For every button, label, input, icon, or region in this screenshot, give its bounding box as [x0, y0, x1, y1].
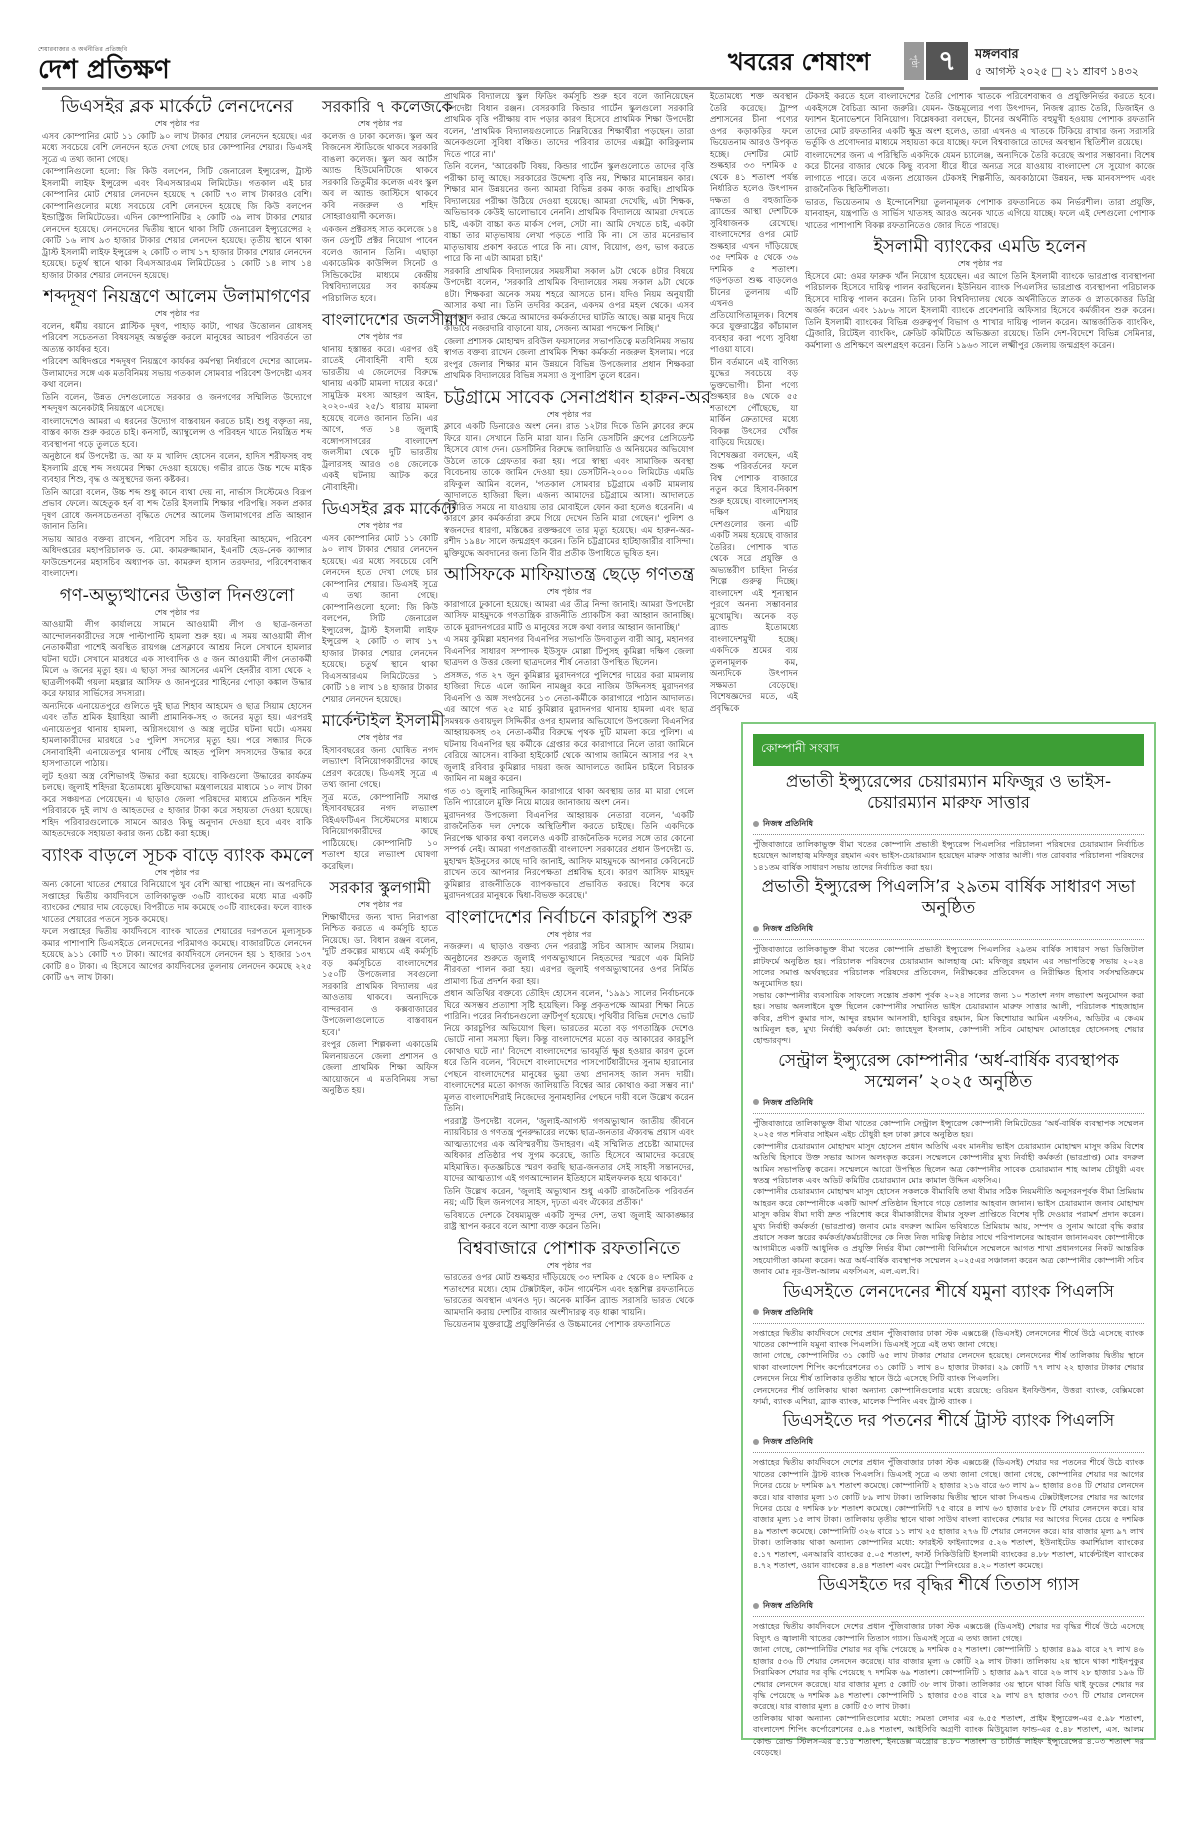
column-5 — [805, 92, 1155, 712]
continued-label: শেষ পৃষ্ঠার পর — [357, 900, 403, 909]
article-headline[interactable]: ইসলামী ব্যাংকের এমডি হলেন — [873, 236, 1087, 257]
byline-text: নিজস্ব প্রতিনিধি — [763, 924, 813, 934]
column-4 — [710, 92, 798, 712]
bullet-icon — [753, 1603, 759, 1609]
article — [444, 386, 711, 561]
article-paragraph: ভিয়েতনাম যুক্তরাষ্ট্রে প্রযুক্তিনির্ভর ও উচ্চমানের পোশাক রফতানিতে — [444, 1320, 671, 1330]
article-paragraph: হিসাববছরের জন্য ঘোষিত নগদ লভ্যাংশ বিনিয়োগকারীদের কাছে প্রেরণ করেছে। ডিএসই সূত্রে এ তথ্য জানা গেছে। — [322, 745, 438, 790]
company-news-paragraph: জানা গেছে, কোম্পানিটির ৩১ কোটি ৬৫ লাখ টাকার শেয়ার লেনদেন হয়েছে। লেনদেনের শীর্ষ তালিকায় দ্বিতীয় স্থানে থাকা বাংলাদেশ শিপিং কর্পোরেশনের ৩১ কোটি ১ লাখ ৪০ হাজার টাকার। ২৯ কোটি ৭৭ লাখ ২২ হাজার টাকার শেয়ার লেনদেন নিয়ে শীর্ষ তালিকার তৃতীয় স্থানে উঠে এসেছে সিটি ব্যাংক পিএলসি। — [753, 1350, 1144, 1384]
continued-label: শেষ পৃষ্ঠার পর — [357, 119, 403, 128]
company-news-paragraph: সভায় কোম্পানীর ব্যবসায়িক সাফল্যে সন্তোষ প্রকাশ পূর্বক ২০২৪ সালের জন্য ১০ শতাংশ নগদ লভ্যাংশ অনুমোদন করা হয়। সভায় অনলাইনে যুক্ত ছিলেন কোম্পানীর সম্মানিত ভাইস চেয়ারম্যান মারুফ সাত্তার আলী, পরিচালক শাহজাহান কবির, প্রদীপ কুমার দাস, আব্দুর রহমান আনসারী, হাবিবুর রহমান, মিস কিশোয়ার আমিন এফসিএ, অডিটর এ কেএম আমিনুল হক, মুখ্য নির্বাহী কর্মকর্তা মো: জাহেদুল ইসলাম, কোম্পানী সচিব মোহাম্মদ মোতাহের হোসেনসহ শেয়ার হোল্ডারবৃন্দ। — [753, 989, 1144, 1046]
article — [805, 92, 1155, 232]
article — [444, 1238, 694, 1332]
article — [444, 92, 694, 383]
article-headline[interactable]: ব্যাংক বাড়লে সূচক বাড়ে ব্যাংক কমলে — [42, 844, 314, 866]
continued-label: শেষ পৃষ্ঠার পর — [546, 929, 592, 939]
article — [710, 92, 798, 715]
company-news-paragraph: পুঁজিবাজারে তালিকাভুক্ত বীমা খতের কোম্পানি প্রভাতী ইন্স্যুরেন্স পিএলসির পরিচালনা পরিষদের চেয়ারম্যান নির্বাচিত হয়েছেন আলহাজ্ব মফিজুর রহমান এবং ভাইস-চেয়ারম্যান হয়েছেন মারুফ সাত্তার আলী। গত রোববার পরিচালনা পরিষদের ১৪১তম বার্ষিক সাধারণ সভায় তাদের নির্বাচিত করা হয়। — [753, 839, 1144, 872]
article — [42, 96, 312, 282]
article-paragraph: লুট হওয়া অস্ত্র বেশিভাগই উদ্ধার করা হয়েছে। বাকিগুলো উদ্ধারের কার্যক্রম চলছে। জুলাই শহিদরা ইতোমধ্যে মুক্তিযোদ্ধা মন্ত্রণালয়ের মাধ্যমে ১০ লাখ টাকা করে সঞ্চয়পত্র পেয়েছেন। এ ছাড়াও জেলা পরিষদের মাধ্যমে প্রতিজন শহিদ পরিবারকে দুই লাখ ও আহতদের ৫ হাজার টাকা করে সহায়তা দেওয়া হয়েছে। শহিদ পরিবারগুলোকে সামনে আরও কিছু অনুদান দেওয়া হবে এবং বাকি আহতদেরকে সহায়তা করার জন্য চেষ্টা করা হচ্ছে। — [42, 771, 312, 839]
continued-label: শেষ পৃষ্ঠার পর — [546, 409, 592, 419]
article-paragraph: হিসেবে মো: ওমর ফারুক খাঁন নিয়োগ হয়েছেন। এর আগে তিনি ইসলামী ব্যাংকে ভারপ্রাপ্ত ব্যবস্থাপনা পরিচালক হিসেবে দায়িত্ব পালন করছিলেন। ইউনিয়ন ব্যাংক পিএলসির ভারপ্রাপ্ত ব্যবস্থাপনা পরিচালক হিসেবে দায়িত্ব পালন করেন। তিনি ঢাকা বিশ্ববিদ্যালয় থেকে অর্থনীতিতে স্নাতক ও স্নাতকোত্তর ডিগ্রি অর্জন করেন এবং ১৯৮৬ সালে ইসলামী ব্যাংকে প্রবেশনারি অফিসার হিসেবে কর্মজীবন শুরু করেন। তিনি ইসলামী ব্যাংকের বিভিন্ন গুরুত্বপূর্ণ বিভাগ ও শাখার দায়িত্ব পালন করেন। আন্তর্জাতিক ব্যাংকিং, ট্রেজারি, রিটেইল ব্যাংকিং, ক্রেডিট কমিটিতে অভিজ্ঞতা রয়েছে। তিনি দেশ-বিদেশে বিভিন্ন সেমিনার, কর্মশালা ও প্রশিক্ষণে অংশগ্রহণ করেন। তিনি ১৯৬৩ সালে লক্ষ্মীপুর জেলায় জন্মগ্রহণ করেন। — [805, 271, 1155, 351]
dotted-divider — [753, 1323, 1144, 1324]
company-news-headline[interactable]: সেন্ট্রাল ইন্স্যুরেন্স কোম্পানীর ‘অর্ধ-বার্ষিক ব্যবস্থাপক সম্মেলন’ ২০২৫ অনুষ্ঠিত — [778, 1050, 1119, 1092]
article-paragraph: মুরাদনগর উপজেলা বিএনপির আহ্বায়ক নেতারা বলেন, 'একটি রাজনৈতিক দল দেশকে অস্থিতিশীল করতে চাইছে। তিনি একদিকে নিরপেক্ষ থাকার কথা বললেও একটি রাজনৈতিক দলের সঙ্গে তার কোনো সম্পর্ক নেই। আমরা গণপ্রজাতন্ত্রী বাংলাদেশ সরকারের প্রধান উপদেষ্টা ড. মুহাম্মদ ইউনুসের কাছে দাবি জানাই, আসিফ মাহমুদকে আপনার কেবিনেটে রাখেন তবে আপনার নিরপেক্ষতা প্রশ্নবিদ্ধ হবে। কারণ আসিফ মাহমুদ কুমিল্লার রাজনীতিকে ব্যাপকভাবে প্রভাবিত করছে। বিশেষ করে মুরাদনগরের মানুষকে দ্বিধা-বিভক্ত করেছে।' — [444, 810, 694, 901]
article-paragraph: সভায় আরও বক্তব্য রাখেন, পরিবেশ সচিব ড. ফারহিনা আহমেদ, পরিবেশ অধিদপ্তরের মহাপরিচালক ড. মো. কামরুজ্জামান, ইএনটি হেড-নেক ক্যান্সার ফাউন্ডেশনের মহাসচিব অধ্যাপক ডা. কামরুল হাসান তরফদার, পরিবেশবান্ধব বাংলাদেশ। — [42, 534, 312, 579]
article-paragraph: জেলা প্রশাসক মোহাম্মদ রবিউল ফয়সালের সভাপতিত্বে মতবিনিময় সভায় স্বাগত বক্তব্য রাখেন জেলা প্রাথমিক শিক্ষা কর্মকর্তা নজরুল ইসলাম। পরে রংপুর জেলার শিক্ষার মান উন্নয়নে বিভিন্ন উপজেলার প্রধান শিক্ষকরা প্রাথমিক বিদ্যালয়ের বিভিন্ন সমস্যা ও সুপারিশ তুলে ধরেন। — [444, 336, 694, 381]
article-paragraph: রংপুর জেলা শিল্পকলা একাডেমি মিলনায়তনে জেলা প্রশাসন ও জেলা প্রাথমিক শিক্ষা অফিস আয়োজনে এ মতবিনিময় সভা অনুষ্ঠিত হয়। — [322, 1040, 438, 1096]
company-news-headline[interactable]: ডিএসইতে লেনদেনের শীর্ষে যমুনা ব্যাংক পিএলসি — [783, 1281, 1114, 1302]
article-paragraph: তিনি আরো বলেন, উচ্চ শব্দ শুধু কানে ব্যথা দেয় না, নার্ভাস সিস্টেমেও বিরূপ প্রভাব ফেলে। অহেতুক হর্ন বা শব্দ তৈরি ইসলামি শিক্ষার পরিপন্থি। সকল প্রকার দূষণ রোধে জনসচেতনতা বৃদ্ধিতে দেশের আলেম উলামাগণের প্রতি আহ্বান জানান তিনি। — [42, 487, 312, 532]
article-headline[interactable]: বিশ্ববাজারে পোশাক রফতানিতে — [457, 1237, 681, 1259]
article-paragraph: ভবিষ্যতে দেশকে বৈষম্যমুক্ত একটি সুন্দর দেশ, তথা জুলাই আকাঙ্ক্ষার রাষ্ট্র স্থাপন করবে বলে আশা ব্যক্ত করেন তিনি। — [444, 1210, 694, 1232]
article-headline[interactable]: ডিএসইর ব্লক মার্কেটে লেনদেনের — [60, 96, 294, 117]
company-news-paragraph: পুঁজিবাজারে তালিকাভুক্ত বীমা খতের কোম্পানি প্রভাতী ইন্স্যুরেন্স পিএলসির ২৯তম বার্ষিক সাধারণ সভা ডিজিটাল প্লাটফর্মে অনুষ্ঠিত হয়। পরিচালক পরিষদের চেয়ারম্যান আলহাজ্ব মো: মফিজুর রহমান এর সভাপতিত্বে সভায় ২০২৪ সালের সমাপ্ত অর্থবছরের পরিচালক পরিষদের প্রতিবেদন, নিরীক্ষকের প্রতিবেদন ও নিরীক্ষিত হিসাব সর্বসম্মতিক্রমে অনুমোদিত হয়। — [753, 944, 1144, 989]
article-paragraph: অনুষ্ঠানে ধর্ম উপদেষ্টা ড. আ ফ ম খালিদ হোসেন বলেন, হাদিস শরীফসহ বহু ইসলামি গ্রন্থে শব্দ সংযমের শিক্ষা দেওয়া হয়েছে। গভীর রাতে উচ্চ শব্দে মাইক ব্যবহার শিশু, বৃদ্ধ ও অসুস্থদের জন্য কষ্টকর। — [42, 452, 312, 485]
article-paragraph: ক্লাবে একটি ডিনারেও অংশ নেন। রাত ১২টার দিকে তিনি ক্লাবের রুমে ফিরে যান। সেখানে তিনি মারা যান। তিনি ডেসটিনি গ্রুপের প্রেসিডেন্ট হিসেবে যোগ দেন। ডেসটিনির বিরুদ্ধে জালিয়াতি ও অনিয়মের অভিযোগ উঠলে তাকে গ্রেফতার করা হয়। পরে স্বাস্থ্য এবং সামাজিক অবস্থা বিবেচনায় তাকে জামিন দেওয়া হয়। ডেসটিনি-২০০০ লিমিটেড এমডি রফিকুল আমিন বলেন, 'গতকাল সোমবার চট্টগ্রামে একটি মামলায় আদালতে হাজিরা ছিল। এজন্য আমাদের চট্টগ্রামে আসা। আদালতে নির্ধারিত সময়ে না যাওয়ায় তার মোবাইলে ফোন করা হলেও ধরেননি। এ কারণে ক্লাব কর্মকর্তারা রুমে গিয়ে দেখেন তিনি মারা গেছেন।' পুলিশ ও স্বজনদের ধারণা, মস্তিষ্কের রক্তক্ষরণে তার মৃত্যু হয়েছে। এম হারুন-অর-রশীদ ১৯৪৮ সালে জন্মগ্রহণ করেন। তিনি চট্টগ্রামের হাটহাজারীর বাসিন্দা। মুক্তিযুদ্ধে অবদানের জন্য তিনি বীর প্রতীক উপাধিতে ভূষিত হন। — [444, 422, 694, 559]
article — [42, 845, 312, 985]
byline-text: নিজস্ব প্রতিনিধি — [763, 1307, 813, 1317]
company-news-paragraph: কোম্পানীর চেয়ারম্যান মোহাম্মদ মাসুদ হোসেন প্রধান অতিথি এবং মাননীয় ভাইস চেয়ারম্যান মোহাম্মদ মাসুদ করিম বিশেষ অতিথি হিসাবে উক্ত সভার আসন অলংকৃত করেন। সম্মেলনে কোম্পানীর মুখ্য নির্বাহী কর্মকর্তা (ভারপ্রাপ্ত) মোঃ বদরুল আমিন সভাপতিত্ব করেন। সম্মেলনে আরো উপস্থিত ছিলেন অত্র কোম্পানীর সাবেক চেয়ারম্যান শাহ আলম চৌধুরী এবং স্বতন্ত্র পরিচালক এবং অডিট কমিটির চেয়ারম্যান মোঃ কামাল উদ্দিন এফসিএ। — [753, 1140, 1144, 1185]
byline — [753, 1436, 1144, 1449]
article-paragraph: টেকসই করতে হলে বাংলাদেশের তৈরি পোশাক খাতকে পরিবেশবান্ধব ও প্রযুক্তিনির্ভর করতে হবে। একইসঙ্গে বৈচিত্র্য আনা জরুরি। যেমন- উচ্চমূল্যের পণ্য উৎপাদন, নিজস্ব ব্র্যান্ড তৈরি, ডিজাইন ও ফ্যাশন ইনোভেশনে বিনিয়োগ। বিশ্লেষকরা বলছেন, চীনের অর্থনীতি বহুমুখী হওয়ায় পোশাক রফতানি তাদের মোট রফতানির একটি ক্ষুদ্র অংশ হলেও, তারা এখনও এ খাতকে টিকিয়ে রাখার জন্য সরাসরি ভর্তুকি ও প্রণোদনার মাধ্যমে সহায়তা করে যাচ্ছে। ফলে বিশ্ববাজারে তাদের অবস্থান স্থিতিশীল রয়েছে। — [805, 92, 1155, 148]
article-paragraph: ভারতের ওপর মোট শুল্কহার দাঁড়িয়েছে ৩৩ দশমিক ৫ থেকে ৪০ দশমিক ৫ শতাংশের মধ্যে। হোম টেক্সটাইল, কটন গার্মেন্টস এবং হস্তশিল্প রফতানিতে ভারতের অবস্থান এখনও দৃঢ়। অনেক মার্কিন ব্র্যান্ড সরাসরি ভারত থেকে আমদানি করায় দেশটির বাজার অংশীদারত্ব বড় ধাক্কা খায়নি। — [444, 1273, 694, 1318]
article-headline[interactable]: সরকার স্কুলগামী — [329, 878, 431, 897]
column-2 — [322, 92, 468, 1832]
bullet-icon — [753, 1099, 759, 1105]
article — [805, 236, 1155, 352]
newspaper-logo[interactable]: দেশ প্রতিক্ষণ — [38, 55, 170, 85]
article-paragraph: পররাষ্ট্র উপদেষ্টা বলেন, 'জুলাই-আগস্ট গণঅভ্যুত্থান জাতীয় জীবনে ন্যায়বিচার ও গণতন্ত্র পুনরুদ্ধারের লক্ষ্যে ছাত্র-জনতার ঐক্যবদ্ধ প্রয়াস এবং আত্মত্যাগের এক অবিস্মরণীয় উদাহরণ। এই সম্মিলিত প্রচেষ্টা আমাদের অধিকার প্রতিষ্ঠার পথ সুগম করেছে, জাতি হিসেবে আমাদের করেছে মহিমান্বিত। কৃতজ্ঞচিত্তে স্মরণ করছি ছাত্র-জনতার সেই সাহসী সন্তানদের, যাদের আত্মত্যাগ এই গণআন্দোলন ইতিহাসে মাইলফলক হয়ে থাকবে।' — [444, 1116, 694, 1184]
article-paragraph: তিনি বলেন, উন্নত দেশগুলোতে সরকার ও জনগণের সম্মিলিত উদ্যোগে শব্দদূষণ অনেকটাই নিয়ন্ত্রণে এসেছে। — [42, 392, 312, 414]
company-news-paragraph: সপ্তাহের দ্বিতীয় কার্যদিবসে দেশের প্রধান পুঁজিবাজার ঢাকা স্টক এক্সচেঞ্জ (ডিএসই) লেনদেনের শীর্ষে উঠে এসেছে ব্যাংক খাতের কোম্পানি যমুনা ব্যাংক পিএলসি। ডিএসই সূত্রে এই তথ্য জানা গেছে। — [753, 1327, 1144, 1349]
continued-label: শেষ পৃষ্ঠার পর — [154, 119, 200, 128]
article-paragraph: তিনি উল্লেখ করেন, 'জুলাই অভ্যুত্থান শুধু একটি রাজনৈতিক পরিবর্তন নয়; এটি ছিল জনগণের সাহস, দৃঢ়তা এবং ঐক্যের প্রতীক।' — [444, 1186, 694, 1208]
article-headline[interactable]: মার্কেন্টাইল ইসলামী — [322, 711, 445, 730]
company-news-list — [753, 772, 1144, 1758]
article-headline[interactable]: বাংলাদেশের নির্বাচনে কারচুপি শুরু — [445, 906, 693, 928]
article-paragraph: এসব কোম্পানির মোট ১১ কোটি ৯০ লাখ টাকার শেয়ার লেনদেন হয়েছে। এর মধ্যে সবচেয়ে বেশি লেনদেন হতে দেখা গেছে চার কোম্পানির শেয়ার। ডিএসই সূত্রে এ তথ্য জানা গেছে। — [42, 131, 312, 165]
company-news-box — [741, 722, 1156, 1757]
company-news-paragraph: সপ্তাহের দ্বিতীয় কার্যদিবসে দেশের প্রধান পুঁজিবাজার ঢাকা স্টক এক্সচেঞ্জ (ডিএসই) শেয়ার দর পতনের শীর্ষে উঠে ব্যাংক খাতের কোম্পানি ট্রাস্ট ব্যাংক পিএলসি। ডিএসই সূত্রে এ তথ্য জানা গেছে। জানা গেছে, কোম্পানির শেয়ার দর আগের দিনের চেয়ে ৮ দশমিক ৯৭ শতাংশ কমেছে। কোম্পানিটি ২ হাজার ২১৬ বারে ৬৩ লাখ ৯০ হাজার ৪৩৪ টি শেয়ার লেনদেন করে। যার বাজার মূল্য ১৩ কোটি ৮৯ লাখ টাকা। তালিকায় দ্বিতীয় স্থানে থাকা সিএন্ডএ টেক্সটাইলসের শেয়ার দর আগের দিনের চেয়ে ৫ দশমিক ৮৮ শতাংশ কমেছে। কোম্পানিটি ৭৫ বারে ৪ লাখ ৬৩ হাজার ৮৫৮ টি শেয়ার লেনদেন করে। যার বাজার মূল্য ১৫ লাখ টাকা। তালিকায় তৃতীয় স্থানে থাকা সাউথ বাংলা ব্যাংকের শেয়ার দর আগের দিনের চেয়ে ৫ দশমিক ৪৯ শতাংশ কমেছে। কোম্পানিটি ৩২৬ বারে ১১ লাখ ২৫ হাজার ২৭৬ টি শেয়ার লেনদেন করে। যার বাজার মূল্য ৯৭ লাখ টাকা। তালিকায় থাকা অন্যান্য কোম্পানির মধ্যে: ফারইস্ট ফাইন্যান্সের ৫.২৬ শতাংশ, ইউনাইটেড কমার্শিয়াল ব্যাংকের ৫.১৭ শতাংশ, এনআরবি ব্যাংকের ৫.০৫ শতাংশ, ফার্স্ট সিকিউরিটি ইসলামী ব্যাংকের ৪.৮৮ শতাংশ, মার্কেন্টাইল ব্যাংকের ৪.৭২ শতাংশ, ওয়ান ব্যাংকের ৪.৪৪ শতাংশ এবং মেট্রো স্পিনিংয়ের ৪.২০ শতাংশ কমেছে। — [753, 1457, 1144, 1571]
continued-label: শেষ পৃষ্ঠার পর — [957, 259, 1003, 268]
header-rule — [42, 87, 904, 90]
article-paragraph: গত ৩১ জুলাই নাজিমুদ্দিন কারাগারে থাকা অবস্থায় তার মা মারা গেলে তিনি প্যারোলে মুক্তি নিয়ে মায়ের জানাজায় অংশ নেন। — [444, 786, 694, 808]
article-paragraph: আওয়ামী লীগ কার্যালয়ে সামনে আওয়ামী লীগ ও ছাত্র-জনতা আন্দোলনকারীদের সঙ্গে পাল্টাপাল্টি হামলা শুরু হয়। এ সময় আওয়ামী লীগ নেতাকর্মীরা পাশেই অবস্থিত রায়গঞ্জ প্রেসক্লাবে আশ্রয় নিলে সেখানে হামলার ঘটনা ঘটে। সেখানে মারধরে এক সাংবাদিক ও ৫ জন আওয়ামী লীগ নেতাকর্মী মিলে ৬ জনের মৃত্যু হয়। এ ছাড়া সদর আসনের এমপি হেনরীর বাসা থেকে ২ ছাত্রলীগকর্মী গয়লা মহল্লার আসিফ ও জানপুরের শাহিনের পোড়া কঙ্কাল উদ্ধার করে ফায়ার সার্ভিসের সদস্যরা। — [42, 620, 312, 699]
continued-label: শেষ পৃষ্ঠার পর — [357, 733, 403, 742]
bullet-icon — [753, 821, 759, 827]
bullet-icon — [753, 926, 759, 932]
column-1 — [42, 92, 312, 1832]
article-headline[interactable]: শব্দদূষণ নিয়ন্ত্রণে আলেম উলামাগণের — [43, 286, 311, 307]
dotted-divider — [753, 1452, 1144, 1453]
company-news-headline[interactable]: প্রভাতী ইন্স্যুরেন্সের চেয়ারম্যান মফিজুর ও ভাইস-চেয়ারম্যান মারুফ সাত্তার — [785, 772, 1112, 813]
article-paragraph: ইতোমধ্যে শক্ত অবস্থান তৈরি করেছে। ট্রাম্প প্রশাসনের চীনা পণ্যের ওপর কড়াকড়ির ফলে ভিয়েতনাম আরও উপকৃত হচ্ছে। দেশটির মোট শুল্কহার ৩৩ দশমিক ৫ থেকে ৪১ শতাংশ পর্যন্ত নির্ধারিত হলেও উৎপাদন দক্ষতা ও বহুজাতিক ব্র্যান্ডের আস্থা দেশটিকে সুবিধাজনক রেখেছে। বাংলাদেশের ওপর মোট শুল্কহার এখন দাঁড়িয়েছে ৩৫ দশমিক ৫ থেকে ৩৬ দশমিক ৫ শতাংশ। গড়পড়তা শুল্ক বাড়লেও চীনের তুলনায় এটি এখনও প্রতিযোগিতামূলক। বিশেষ করে যুক্তরাষ্ট্রের কাঁচামাল ব্যবহার করা পণ্যে সুবিধা পাওয়া যাবে। — [710, 92, 798, 355]
bullet-icon — [753, 1439, 759, 1445]
date-line: ৫ আগস্ট ২০২৫ □ ২১ শ্রাবণ ১৪৩২ — [975, 65, 1139, 78]
continued-label: শেষ পৃষ্ঠার পর — [546, 587, 592, 596]
article-headline[interactable]: গণ-অভ্যুত্থানের উত্তাল দিনগুলো — [59, 584, 295, 606]
dotted-divider — [753, 939, 1144, 940]
continued-label: শেষ পৃষ্ঠার পর — [154, 309, 200, 318]
page-label: পৃষ্ঠা — [904, 42, 924, 80]
continued-label: শেষ পৃষ্ঠার পর — [546, 1260, 592, 1270]
article-paragraph: অন্যদিকে এনায়েতপুরে গুলিতে দুই ছাত্র শিহাব আহমেদ ও ছাত্র সিয়াম হোসেন এবং তাঁত শ্রমিক ইয়াহিয়া আলী প্রামানিক-সহ ৩ জনের মৃত্যু হয়। এরপরই এনায়েতপুর থানায় হামলা, অগ্নিসংযোগ ও অস্ত্র লুটের ঘটনা ঘটে। এসময় হামলাকারীদের মারধরে ১৫ পুলিশ সদস্যের মৃত্যু হয়। পরে সন্ধ্যার দিকে সেনাবাহিনী এনায়েতপুর থানায় পৌঁছে আহত পুলিশ সদস্যদের উদ্ধার করে হাসপাতালে পাঠায়। — [42, 701, 312, 769]
article-paragraph: কারাগারে ঢুকানো হয়েছে। আমরা এর তীব্র নিন্দা জানাই। আমরা উপদেষ্টা আসিফ মাহমুদকে গণতান্ত্রিক রাজনীতি প্র্যাকটিস করা আহ্বান জানাচ্ছি। তাকে মুরাদনগরের মাটি ও মানুষের সঙ্গে কথা বলার আহ্বান জানাচ্ছি।' — [444, 599, 694, 633]
continued-label: শেষ পৃষ্ঠার পর — [357, 521, 403, 530]
article-paragraph: প্রাথমিক বিদ্যালয়ে স্কুল ফিডিং কর্মসূচি শুরু হবে বলে জানিয়েছেন উপদেষ্টা বিধান রঞ্জন। বেসরকারি কিন্ডার গার্টেন স্কুলগুলো সরকারি প্রাথমিক বৃত্তি পরীক্ষায় বাদ পড়ার কারণ হিসেবে প্রাথমিক শিক্ষা উপদেষ্টা বলেন, 'প্রাথমিক বিদ্যালয়গুলোতে নিম্নবিত্তের শিক্ষার্থীরা পড়ছেন। তারা অনেকগুলো সুবিধা বঞ্চিত। তাদের পরিবার তাদের এক্সট্রা কারিকুলাম দিতে পারে না।' — [444, 92, 694, 160]
company-news-paragraph: জানা গেছে, কোম্পানিটির শেয়ার দর বৃদ্ধি পেয়েছে ৯ দশমিক ৫২ শতাংশ। কোম্পানিটি ১ হাজার ৪৯৯ বারে ২৭ লাখ ৪৬ হাজার ৫৩৬ টি শেয়ার লেনদেন করেছে। যার বাজার মূল্য ৬ কোটি ২৯ লাখ টাকা। তালিকায় ২য় স্থানে থাকা শাইনপুকুর সিরামিকস শেয়ার দর বৃদ্ধি পেয়েছে ৭ দশমিক ৬৯ শতাংশ। কোম্পানিটি ১ হাজার ৯৯৭ বারে ২৬ লাখ ২৮ হাজার ১৯৬ টি শেয়ার লেনদেন করেছে। যার বাজার মূল্য ৫ কোটি ৩৮ লাখ টাকা। তালিকার ৩য় স্থানে থাকা বিডি থাই ফুডের শেয়ার দর বৃদ্ধি পেয়েছে ৬ দশমিক ৯৪ শতাংশ। কোম্পানিটি ১ হাজার ৫৩৪ বারে ২৯ লাখ ৪৭ হাজার ৩৩৭ টি শেয়ার লেনদেন করেছে। যার বাজার মূল্য ৪ কোটি ৫৩ লাখ টাকা। — [753, 1644, 1144, 1712]
byline — [753, 1307, 1144, 1320]
section-title: খবরের শেষাংশ — [728, 47, 871, 76]
byline — [753, 923, 1144, 936]
article-paragraph: সরকারি প্রাথমিক বিদ্যালয়ের সময়সীমা সকাল ৯টা থেকে ৪টার বিষয়ে উপদেষ্টা বলেন, 'সরকারি প্রাথমিক বিদ্যালয়ের সময় সকাল ৯টা থেকে ৪টা। শিক্ষকরা অনেক সময় শহরে আসতে চান। যদিও নিয়ম অনুযায়ী আসার কথা না। তিনি তদবির করেন, একদম ওপর মহল থেকে। এসব দেখভাল করার ক্ষেত্রে আমাদের কর্মকর্তাদের ঘাটতি আছে। অল্প মানুষ দিয়ে কীভাবে নজরদারি বাড়ানো যায়, সেজন্য আমরা পদক্ষেপ নিচ্ছি।' — [444, 266, 694, 334]
article — [322, 96, 453, 305]
article-headline[interactable]: আসিফকে মাফিয়াতন্ত্র ছেড়ে গণতন্ত্র — [444, 564, 695, 585]
article-paragraph: কলেজ ও ঢাকা কলেজ। স্কুল অব বিজনেস স্টাডিজে থাকবে সরকারি বাঙলা কলেজ। স্কুল অব আর্টস অ্যান্ড হিউমেনিটিজে থাকবে সরকারি তিতুমীর কলেজ এবং স্কুল অব ল অ্যান্ড জাস্টিসে থাকবে কবি নজরুল ও শহিদ সোহরাওয়ার্দী কলেজ। — [322, 131, 439, 222]
article-paragraph: বাংলাদেশেও আমরা এ ধরনের উদ্যোগ বাস্তবায়ন করতে চাই। শুধু বক্তৃতা নয়, বাস্তব কাজ শুরু করতে চাই। কনসার্ট, অ্যাম্বুলেন্স ও পরিবহন খাতে নিয়ন্ত্রিত শব্দ ব্যবস্থাপনা গড়ে তুলতে হবে। — [42, 416, 312, 450]
company-news-paragraph: সপ্তাহের দ্বিতীয় কার্যদিবসে দেশের প্রধান পুঁজিবাজার ঢাকা স্টক এক্সচেঞ্জ (ডিএসই) শেয়ার দর বৃদ্ধির শীর্ষে উঠে এসেছে বিদ্যুৎ ও জ্বালানী খাতের কোম্পানি তিতাস গ্যাস। ডিএসই সূত্রে এ তথ্য জানা গেছে। — [753, 1621, 1144, 1643]
article-paragraph: ফলে সপ্তাহের দ্বিতীয় কার্যদিবসে ব্যাংক খাতের শেয়ারের দরপতনে মূল্যসূচক কমার পাশাপাশি ডিএসইতে লেনদেনের পরিমাণও কমেছে। বাজারটিতে লেনদেন হয়েছে ৯১১ কোটি ৭৩ টাকা। আগের কার্যদিবসে লেনদেন হয় ১ হাজার ১৩৭ কোটি ৪০ টাকা। এ হিসেবে আগের কার্যদিবসের তুলনায় লেনদেন কমেছে ২২৫ কোটি ৬৭ লাখ টাকা। — [42, 927, 312, 983]
article-paragraph: একজন প্রক্টরসহ সাত কলেজে ১৪ জন ডেপুটি প্রক্টর নিয়োগ পাবেন বলেও জানান তিনি। এছাড়া একাডেমিক কাউন্সিল সিনেট ও সিন্ডিকেটের মাধ্যমে কেন্দ্রীয় বিশ্ববিদ্যালয়ের সব কার্যক্রম পরিচালিত হবে। — [322, 224, 438, 304]
article-headline[interactable]: চট্টগ্রামে সাবেক সেনাপ্রধান হারুন-অর — [444, 386, 711, 408]
article-paragraph: বলেন, ধর্মীয় বয়ানে প্লাস্টিক দূষণ, পাহাড় কাটা, পাথর উত্তোলন রোধসহ পরিবেশ সচেতনতা বিষয়সমূহ অন্তর্ভুক্ত করলে মানুষের আচরণ পরিবর্তনে তা অত্যন্ত কার্যকর হবে। — [42, 321, 312, 355]
byline — [753, 1097, 1144, 1110]
article-paragraph: এসব কোম্পানির মোট ১১ কোটি ৯০ লাখ টাকার শেয়ার লেনদেন হয়েছে। এর মধ্যে সবচেয়ে বেশি লেনদেন হতে দেখা গেছে চার কোম্পানির শেয়ার। ডিএসই সূত্রে এ তথ্য জানা গেছে। কোম্পানিগুলো হলো: জি কিউ বলপেন, সিটি জেনারেল ইন্স্যুরেন্স, ট্রাস্ট ইসলামী লাইফ ইন্সুরেন্স ২ কোটি ৩ লাখ ১৭ হাজার টাকার শেয়ার লেনদেন হয়েছে। চতুর্থ স্থানে থাকা বিএসআরএম লিমিটেডের ১ কোটি ১৪ লাখ ১৪ হাজার টাকার শেয়ার লেনদেন হয়েছে। — [322, 533, 438, 705]
article-paragraph: থানায় হস্তান্তর করে। এরপর ওই রাতেই নৌবাহিনী বাদী হয়ে ভারতীয় এ জেলেদের বিরুদ্ধে থানায় একটি মামলা দায়ের করে।' সামুদ্রিক মৎস্য আহরণ আইন, ২০২০-এর ২৫/১ ধারায় মামলা হয়েছে বলেও জানান তিনি। এর আগে, গত ১৪ জুলাই বঙ্গোপসাগরের বাংলাদেশ জলসীমা থেকে দুটি ভারতীয় ট্রলারসহ আরও ৩৪ জেলেকে একই ঘটনায় আটক করে নৌবাহিনী। — [322, 344, 438, 493]
article-paragraph: এ সময় কুমিল্লা মহানগর বিএনপির সভাপতি উদবাতুল বারী আবু, মহানগর বিএনপির সাধারণ সম্পাদক ইউসুফ মোল্লা টিপুসহ কুমিল্লা দক্ষিণ জেলা ছাত্রদল ও উত্তর জেলা ছাত্রদলের শীর্ষ নেতারা উপস্থিত ছিলেন। — [444, 635, 694, 668]
byline — [753, 818, 1144, 831]
header-rule — [980, 87, 1158, 90]
page-number: ৭ — [926, 42, 968, 80]
masthead — [38, 44, 218, 84]
article-paragraph: সূত্র মতে, কোম্পানিটি সমাপ্ত হিসাববছরের নগদ লভ্যাংশ বিইএফটিএন সিস্টেমসের মাধ্যমে বিনিয়োগকারীদের কাছে পাঠিয়েছে। কোম্পানিটি ১০ শতাংশ হারে লভ্যাংশ ঘোষণা করেছিল। — [322, 792, 438, 872]
article-paragraph: বিশেষজ্ঞরা বলছেন, এই শুল্ক পরিবর্তনের ফলে বিশ্ব পোশাক বাজারে নতুন করে হিসাব-নিকাশ শুরু হয়েছে। বাংলাদেশসহ দক্ষিণ এশিয়ার দেশগুলোর জন্য এটি একটি সময় হয়েছে বাজার তৈরির। পোশাক খাত থেকে সরে প্রযুক্তি ও অভ্যন্তরীণ চাহিদা নির্ভর শিল্পে গুরুত্ব দিচ্ছে। বাংলাদেশ এই শূন্যস্থান পূরণে অনন্য সম্ভাবনার মুখোমুখি। অনেক বড় ব্র্যান্ড ইতোমধ্যে বাংলাদেশমুখী হচ্ছে। একদিকে শ্রমের ব্যয় তুলনামূলক কম, অন্যদিকে উৎপাদন সক্ষমতা বেড়েছে। বিশেষজ্ঞদের মতে, এই প্রবৃদ্ধিকে — [710, 450, 798, 714]
dotted-divider — [753, 834, 1144, 835]
article-paragraph: নজরুল। এ ছাড়াও বক্তব্য দেন পররাষ্ট্র সচিব আসাদ আলম সিয়াম। অনুষ্ঠানের শুরুতে জুলাই গণঅভ্যুত্থানে নিহতদের স্মরণে এক মিনিট নীরবতা পালন করা হয়। এরপর জুলাই গণঅভ্যুত্থানের ওপর নির্মিত প্রামাণ্য চিত্র প্রদর্শন করা হয়। — [444, 942, 694, 987]
article — [444, 907, 694, 1234]
article — [322, 877, 438, 1098]
company-news-headline[interactable]: ডিএসইতে দর পতনের শীর্ষে ট্রাস্ট ব্যাংক পিএলসি — [782, 1411, 1115, 1432]
dotted-divider — [753, 1113, 1144, 1114]
continued-label: শেষ পৃষ্ঠার পর — [154, 867, 200, 877]
continued-label: শেষ পৃষ্ঠার পর — [154, 607, 200, 617]
company-news-paragraph: তালিকায় থাকা অন্যান্য কোম্পানিগুলোর মধ্যে: সমতা লেদার এর ৬.৫৫ শতাংশ, প্রাইম ইন্স্যুরেন্স-এর ৫.৯৮ শতাংশ, বাংলাদেশ শিপিং কর্পোরেশনের ৫.৯৪ শতাংশ, আইসিবি অগ্রণী ব্যাংক মিউচুয়াল ফান্ড-এর ৫.৪৮ শতাংশ, এস. আলম কোল্ড রোল্ড স্টিলস-এর ৫.১৫ শতাংশ, ইনডেক্স এগ্রোর ৪.৮০ শতাংশ ও চার্টার্ড লাইফ ইন্স্যুরেন্সের ৪.০৩ শতাংশ দর বেড়েছে। — [753, 1712, 1144, 1757]
article-paragraph: শিক্ষার্থীদের জন্য খাদ্য নিরাপত্তা নিশ্চিত করতে এ কর্মসূচি হাতে নিয়েছে। ডা. বিধান রঞ্জন বলেন, 'দুটি প্রকল্পের মাধ্যমে এই কর্মসূচি বড় কর্মসূচিতে বাংলাদেশের ১৫০টি উপজেলার সবগুলো সরকারি প্রাথমিক বিদ্যালয় এর আওতায় থাকবে। অন্যদিকে বান্দরবান ও কক্সবাজারের উপজেলাগুলোতে বাস্তবায়ন হবে।' — [322, 912, 438, 1038]
bullet-icon — [753, 1309, 759, 1315]
masthead-tagline: শেয়ারবাজার ও অর্থনীতির প্রতিচ্ছবি — [38, 46, 128, 53]
article-paragraph: চীন বর্তমানে এই বাণিজ্য যুদ্ধের সবচেয়ে বড় ভুক্তভোগী। চীনা পণ্যে শুল্কহার ৪৬ থেকে ৫৫ শতাংশে পৌঁছেছে, যা মার্কিন ক্রেতাদের মধ্যে বিকল্প উৎসের খোঁজ বাড়িয়ে দিয়েছে। — [710, 357, 798, 448]
article — [322, 710, 445, 873]
column-3 — [444, 92, 711, 1832]
article — [444, 564, 694, 903]
company-news-paragraph: পুঁজিবাজারে তালিকাভুক্ত বীমা খাতের কোম্পানি সেন্ট্রাল ইন্স্যুরেন্স কোম্পানী লিমিটেডের ‘অর্ধ-বার্ষিক ব্যবস্থাপক সম্মেলন ২০২৫ গত শনিবার সাইমন এইচ চৌধুরী হল ঢাকা ক্লাবে অনুষ্ঠিত হয়। — [753, 1117, 1144, 1140]
byline-text: নিজস্ব প্রতিনিধি — [763, 819, 813, 828]
byline — [753, 1600, 1144, 1613]
dotted-divider — [753, 1616, 1144, 1617]
continued-label: শেষ পৃষ্ঠার পর — [357, 332, 403, 341]
article-paragraph: অন্য কোনো খাতের শেয়ারে বিনিয়োগে খুব বেশি আস্থা পাচ্ছেন না। অপরদিকে সপ্তাহের দ্বিতীয় কার্যদিবসে তালিকাভুক্ত ৩৬টি ব্যাংকের মধ্যে মাত্র একটি ব্যাংকের শেয়ার দাম বেড়েছে। বিপরীতে দাম কমেছে ৩০টি ব্যাংকের। ফলে ব্যাংক খাতের শেয়ারের পতনে সূচক কমেছে। — [42, 880, 312, 925]
company-news-paragraph: কোম্পানীর চেয়ারম্যান মোহাম্মদ মাসুদ হোসেন সকলকে বীমাবিধি তথা বীমার সঠিক নিয়মনীতি অনুসরনপূর্বক বীমা প্রিমিয়াম আহরন করে কোম্পানীকে একটি আদর্শ প্রতিষ্ঠান হিসাবে গড়ে তোলার আহবান জানান। ভাইস চেয়ারম্যান জনাব মোহাম্মদ মাসুদ করিম বীমা দাবী দ্রুত পরিশোধ করে বীমাকারীদের বীমার সুফল প্রাপ্তিতে বিশেষ দৃষ্টি দেওয়ার পরামর্শ প্রদান করেন। মুখ্য নির্বাহী কর্মকর্তা (ভারপ্রাপ্ত) জনাব মোঃ বদরুল আমিন ভবিষ্যতে প্রিমিয়াম আয়, সম্পদ ও সুনাম আরো বৃদ্ধি করার প্রয়াসে সকল স্তরের কর্মকর্তা/কর্মচারীদের কে নিজ নিজ দায়িত্ব নিষ্ঠার সাথে পরিপালনের আহবান জানানএবং কোম্পানীকে আগামীতে একটি আধুনিক ও প্রযুক্তি নির্ভর বীমা কোম্পানী বিনির্মানে সম্মেলনে আগত শাখা প্রধানগনের নিকট আন্তরিক সহযোগীতা কামনা করেন। অত্র অর্ধ-বার্ষিক ব্যবস্থাপক সম্মেলন ২০২৫এর সঞ্চালনা করেন অত্র কোম্পানীর কোম্পানী সচিব জনাব মোঃ নূর-উল-আলম এফসিএস, এল.এল.বি। — [753, 1186, 1144, 1277]
article-paragraph: বাংলাদেশের জন্য এ পরিস্থিতি একদিকে যেমন চ্যালেঞ্জ, অন্যদিকে তৈরি করেছে অপার সম্ভাবনা। বিশেষ করে চীনের বাজার থেকে কিছু ব্যবসা ধীরে ধীরে অন্যত্র সরে যাওয়ায় বাংলাদেশ সে সুযোগ কাজে লাগাতে পারে। তবে এজন্য প্রয়োজন টেকসই শিল্পনীতি, অবকাঠামো উন্নয়ন, দক্ষ মানবসম্পদ এবং রাজনৈতিক স্থিতিশীলতা। — [805, 150, 1155, 195]
date-block — [975, 46, 1139, 80]
article-paragraph: ভারত, ভিয়েতনাম ও ইন্দোনেশিয়া তুলনামূলক পোশাক রফতানিতে কম নির্ভরশীল। তারা প্রযুক্তি, যানবাহন, যন্ত্রপাতি ও সার্ভিস খাতসহ আরও অনেক খাতে এগিয়ে যাচ্ছে। ফলে এই দেশগুলো পোশাক খাতের পাশাপাশি বিকল্প রফতানিতেও জোর দিতে পারছে। — [805, 197, 1155, 231]
article-headline[interactable]: সরকারি ৭ কলেজকে — [322, 97, 453, 116]
article-paragraph: পরিবেশ অধিদপ্তরে শব্দদূষণ নিয়ন্ত্রণে কার্যকর কর্মপন্থা নির্ধারণে দেশের আলেম-উলামাদের সঙ্গে এক মতবিনিময় সভায় গতকাল সোমবার পরিবেশ উপদেষ্টা এসব কথা বলেন। — [42, 357, 312, 390]
weekday: মঙ্গলবার — [975, 47, 1019, 62]
article-paragraph: প্রসঙ্গত, গত ২৭ জুন কুমিল্লার মুরাদনগরে পুলিশের দায়ের করা মামলায় হাজিরা দিতে এলে জামিন নামঞ্জুর করে নাজিম উদ্দিনসহ মুরাদনগর বিএনপি ও অঙ্গ সংগঠনের ১৩ নেতা-কর্মীকে কারাগারে পাঠান আদালত। এর আগে গত ২৫ মার্চ কুমিল্লার মুরাদনগর থানায় হামলা এবং ছাত্র সমন্বয়ক ওবায়দুল সিদ্দিকীর ওপর হামলার অভিযোগে উপজেলা বিএনপির আহ্বায়কসহ ৩২ নেতা-কর্মীর বিরুদ্ধে পৃথক দুটি মামলা করে পুলিশ। এ ঘটনায় বিএনপির ছয় কর্মীকে গ্রেপ্তার করে কারাগারে নিলে তারা জামিনে বেরিয়ে আসেন। বাকিরা হাইকোর্ট থেকে আগাম জামিনে আসার পর ২৭ জুলাই রবিবার কুমিল্লার দায়রা জজ আদালতে জামিন চাইলে বিচারক জামিন না মঞ্জুর করেন। — [444, 670, 694, 784]
company-news-headline[interactable]: ডিএসইতে দর বৃদ্ধির শীর্ষে তিতাস গ্যাস — [817, 1575, 1080, 1596]
company-news-headline[interactable]: প্রভাতী ইন্স্যুরেন্স পিএলসি’র ২৯তম বার্ষিক সাধারণ সভা অনুষ্ঠিত — [761, 877, 1136, 919]
article — [322, 309, 468, 494]
article-headline[interactable]: বাংলাদেশের জলসীমায় — [322, 310, 468, 329]
byline-text: নিজস্ব প্রতিনিধি — [763, 1097, 813, 1107]
byline-text: নিজস্ব প্রতিনিধি — [763, 1437, 813, 1447]
article — [42, 286, 312, 581]
article-paragraph: কোম্পানিগুলো হলো: জি কিউ বলপেন, সিটি জেনারেল ইন্স্যুরেন্স, ট্রাস্ট ইসলামী লাইফ ইন্সুরেন্স এবং বিএসআরএম লিমিটেড। গতকাল এই চার কোম্পানির মোট শেয়ার লেনদেন হয়েছে ৭ কোটি ৭৩ লাখ টাকারও বেশি। কোম্পানিগুলোর মধ্যে সবচেয়ে বেশি লেনদেন হয়েছে জি কিউ বলপেন ইন্ডাস্ট্রিজ লিমিটেডের। এদিন কোম্পানিটির ২ কোটি ৩৯ লাখ টাকার শেয়ার লেনদেন হয়েছে। লেনদেনের দ্বিতীয় স্থানে থাকা সিটি জেনারেল ইন্স্যুরেন্সের ২ কোটি ১৬ লাখ ৯৩ হাজার টাকার শেয়ার লেনদেন হয়েছে। তৃতীয় স্থানে থাকা ট্রাস্ট ইসলামী লাইফ ইন্সুরেন্স ২ কোটি ৩ লাখ ১৭ হাজার টাকার শেয়ার লেনদেন হয়েছে। চতুর্থ স্থানে থাকা বিএসআরএম লিমিটেডের ১ কোটি ১৪ লাখ ১৪ হাজার টাকার শেয়ার লেনদেন হয়েছে। — [42, 167, 312, 281]
byline-text: নিজস্ব প্রতিনিধি — [763, 1601, 813, 1611]
company-news-header: কোম্পানী সংবাদ — [753, 734, 1144, 766]
article-paragraph: তিনি বলেন, 'আরেকটি বিষয়, কিন্ডার গার্টেন স্কুলগুলোতে তাদের বৃত্তি পরীক্ষা চালু আছে। সরকারের উদ্দেশ্য বৃত্তি নয়, শিক্ষার মানোন্নয়ন কার। শিক্ষার মান উন্নয়নের জন্য আমরা বিভিন্ন রকম কাজ করছি। প্রাথমিক বিদ্যালয়ের পরীক্ষা উঠিয়ে দেওয়া হয়েছে। আমরা দেখেছি, এটা শিক্ষক, অভিভাবক কেউই ভালোভাবে নেননি। প্রাথমিক বিদ্যালয়ে আমরা দেখতে চাই, একটা বাচ্চা কত মার্কস পেল, সেটা না। আমি দেখতে চাই, একটা বাচ্চা তার মাতৃভাষায় লেখা পড়তে পারি কি না। সে তার মনেরভাব মাতৃভাষায় প্রকাশ করতে পারে কি না। যোগ, বিয়োগ, গুণ, ভাগ করতে পারে কি না এটা আমরা চাই।' — [444, 162, 694, 264]
article-paragraph: প্রধান অতিথির বক্তব্যে তৌহিদ হোসেন বলেন, '১৯৯১ সালের নির্বাচনকে ঘিরে অসম্ভব প্রত্যাশা সৃষ্টি হয়েছিল। কিন্তু প্রকৃতপক্ষে আমরা শিক্ষা নিতে পারিনি। পরের নির্বাচনগুলো ত্রুটিপূর্ণ হয়েছে। পৃথিবীর বিভিন্ন দেশেও ভোট নিয়ে কারচুপির অভিযোগ ছিল। ভারতের মতো বড় গণতান্ত্রিক দেশেও ভোটে নানা সমস্যা ছিল। কিন্তু বাংলাদেশের মতো বড় আকারের কারচুপি কোথাও ঘটে না।' বিদেশে বাংলাদেশের ভাবমূর্তি ক্ষুণ্ণ হওয়ার কারণ তুলে ধরে তিনি বলেন, 'বিদেশে বাংলাদেশের পাসপোর্টধারীদের সুনাম হারানোর পেছনে বাংলাদেশের মানুষের ভুয়া তথ্য প্রদানসহ জাল সনদ দায়ী। বাংলাদেশের মতো কাগজ জালিয়াতি বিশ্বের আর কোথাও করা সম্ভব না।' মূলত বাংলাদেশিরাই নিজেদের সুনামহানির পেছনে দায়ী বলে উল্লেখ করেন তিনি। — [444, 989, 694, 1114]
company-news-paragraph: লেনদেনের শীর্ষ তালিকায় থাকা অন্যান্য কোম্পানিগুলোর মধ্যে রয়েছে: ওরিয়ন ইনফিউশন, উত্তরা ব্যাংক, বেক্সিমকো ফার্মা, ব্যাংক এশিয়া, ব্র্যাক ব্যাংক, মালেক স্পিনিং এবং ট্রাস্ট ব্যাংক । — [753, 1384, 1144, 1406]
article-headline[interactable]: ডিএসইর ব্লক মার্কেটে — [322, 499, 457, 518]
article — [322, 498, 457, 706]
article — [42, 585, 312, 841]
